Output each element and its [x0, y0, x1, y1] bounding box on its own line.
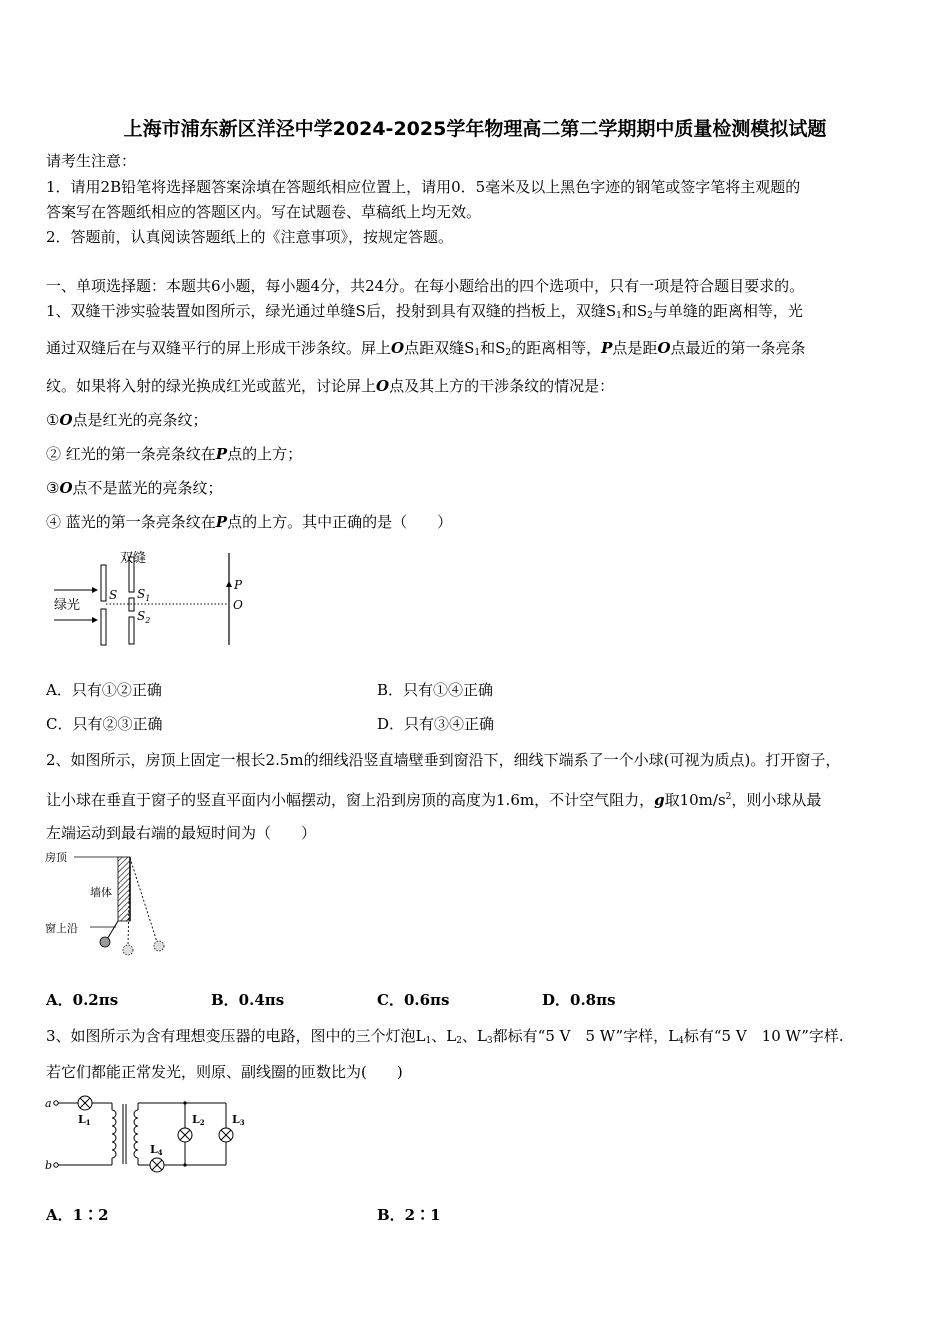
page-title: 上海市浦东新区洋泾中学2024-2025学年物理高二第二学期期中质量检测模拟试题	[123, 118, 827, 140]
q2-option-a[interactable]: A．0.2πs	[46, 991, 119, 1009]
q3-line-1: 3、如图所示为含有理想变压器的电路，图中的三个灯泡$L_1$、$L_2$、$L_3$都标有“5 V 5 W”字样，$L_4$标有“5 V 10 W”字样.	[46, 1027, 844, 1046]
q1-statement-3: ③O点不是蓝光的亮条纹；	[46, 479, 223, 497]
q2-option-c[interactable]: C．0.6πs	[377, 991, 450, 1009]
notice-line-3: 2．答题前，认真阅读答题纸上的《注意事项》，按规定答题。	[46, 228, 454, 246]
notice-heading: 请考生注意：	[46, 152, 137, 170]
q3-transformer-circuit-figure	[44, 1092, 249, 1177]
svg-text:P: P	[234, 578, 243, 592]
q1-line-2: 通过双缝后在与双缝平行的屏上形成干涉条纹。屏上O点距双缝$S_1$和$S_2$的距离相等，P点是距O点最近的第一条亮条	[46, 339, 806, 358]
q2-option-d[interactable]: D．0.8πs	[542, 991, 616, 1009]
fig-green-light-label: 绿光	[54, 598, 81, 613]
q2-line-3: 左端运动到最右端的最短时间为（ ）	[46, 824, 317, 842]
q1-option-c[interactable]: C．只有②③正确	[46, 715, 163, 733]
q1-line-1: 1、双缝干涉实验装置如图所示，绿光通过单缝S后，投射到具有双缝的挡板上，双缝$S_1$和$S_2$与单缝的距离相等，光	[46, 302, 803, 321]
svg-text:a: a	[45, 1097, 52, 1110]
q2-option-b[interactable]: B．0.4πs	[211, 991, 285, 1009]
svg-text:O: O	[233, 598, 243, 612]
section-heading: 一、单项选择题：本题共6小题，每小题4分，共24分。在每小题给出的四个选项中，只有一项是符合题目要求的。	[46, 277, 805, 295]
svg-text:L2: L2	[192, 1113, 205, 1127]
svg-text:S1: $S_1$	[137, 587, 151, 603]
fig-wall-label: 墙体	[90, 886, 112, 899]
q1-statement-1: ①O点是红光的亮条纹；	[46, 411, 208, 429]
fig-roof-label: 房顶	[45, 851, 67, 864]
q2-line-1: 2、如图所示，房顶上固定一根长2.5m的细线沿竖直墙壁垂到窗沿下，细线下端系了一个小球(可视为质点)。打开窗子，	[46, 751, 841, 769]
q1-option-b[interactable]: B．只有①④正确	[377, 681, 494, 699]
q3-option-a[interactable]: A．1∶2	[46, 1206, 109, 1224]
svg-text:L3: L3	[232, 1113, 245, 1127]
q1-statement-4: ④ 蓝光的第一条亮条纹在P点的上方。其中正确的是（ ）	[46, 513, 453, 531]
q1-double-slit-figure	[46, 545, 256, 645]
q1-line-3: 纹。如果将入射的绿光换成红光或蓝光，讨论屏上O点及其上方的干涉条纹的情况是：	[46, 377, 615, 395]
fig-window-label: 窗上沿	[45, 922, 78, 935]
q2-line-2: 让小球在垂直于窗子的竖直平面内小幅摆动，窗上沿到房顶的高度为1.6m，不计空气阻力，g取$10m/s^2$，则小球从最	[46, 791, 822, 809]
notice-line-2: 答案写在答题纸相应的答题区内。写在试题卷、草稿纸上均无效。	[46, 203, 482, 221]
notice-line-1: 1．请用2B铅笔将选择题答案涂填在答题纸相应位置上，请用0．5毫米及以上黑色字迹的钢笔或签字笔将主观题的	[46, 178, 801, 196]
svg-text:L1: L1	[78, 1113, 91, 1127]
svg-text:S: S	[109, 588, 118, 602]
q1-option-a[interactable]: A．只有①②正确	[46, 681, 162, 699]
svg-text:L4: L4	[150, 1143, 163, 1157]
q2-pendulum-figure	[44, 850, 184, 960]
q3-line-2: 若它们都能正常发光，则原、副线圈的匝数比为( )	[46, 1063, 403, 1081]
q3-option-b[interactable]: B．2∶1	[377, 1206, 441, 1224]
svg-text:b: b	[45, 1159, 53, 1172]
fig-double-slit-label: 双缝	[120, 551, 147, 566]
q1-option-d[interactable]: D．只有③④正确	[377, 715, 495, 733]
q1-statement-2: ② 红光的第一条亮条纹在P点的上方；	[46, 445, 303, 463]
svg-text:S2: $S_2$	[137, 609, 151, 625]
